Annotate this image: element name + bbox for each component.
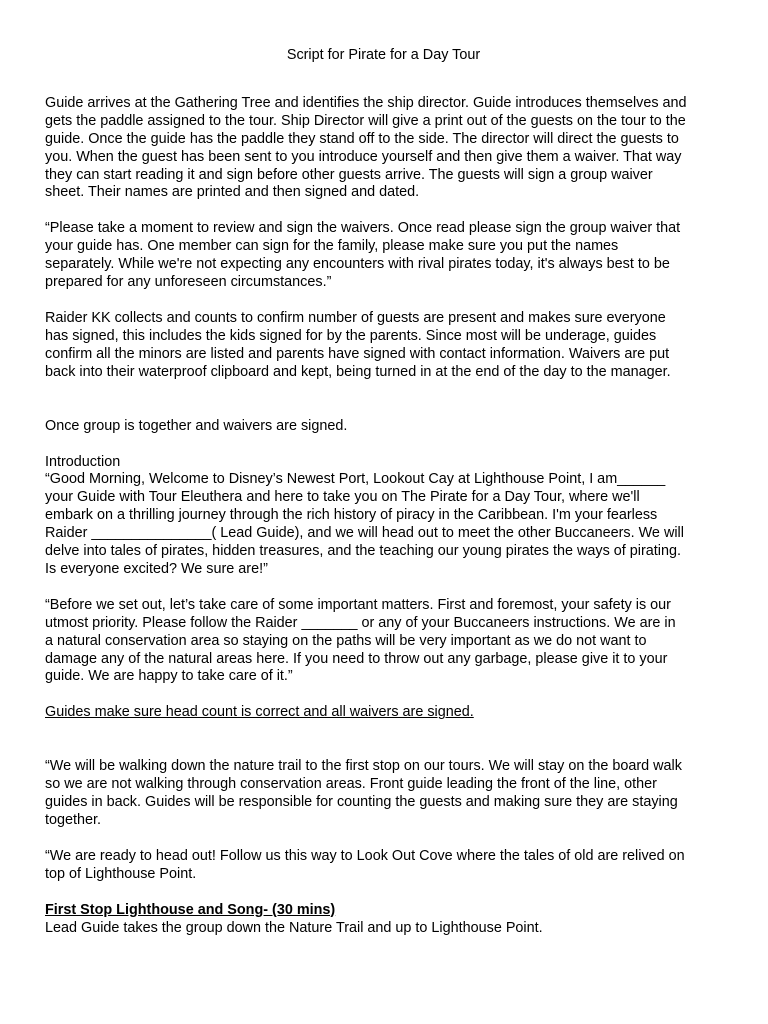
paragraph-nature-trail: “We will be walking down the nature trail to the first stop on our tours. We will stay on the board walk so we are not walking through conservation areas. Front guide leading the front of the line, other guides in back. Guides will be responsible for counting the guests and making sure they are staying together. [45,758,682,828]
paragraph-safety: “Before we set out, let’s take care of some important matters. First and foremost, your safety is our utmost priority. Please follow the Raider _______ or any of your Buccaneers instructions. We are in a natural conservation area so staying on the paths will be very important as we do not want to damage any of the natural areas here. If you need to throw out any garbage, please give it to your guide. We are happy to take care of it.” [45,596,676,685]
paragraph-head-out: “We are ready to head out! Follow us this way to Look Out Cove where the tales of old are relived on top of Lighthouse Point. [45,847,685,882]
section-heading-first-stop: First Stop Lighthouse and Song- (30 mins) [45,901,336,918]
paragraph-raider-count: Raider KK collects and counts to confirm number of guests are present and makes sure everyone has signed, this includes the kids signed for by the parents. Since most will be underage, guides confirm all the minors are listed and parents have signed with contact information. Waivers are put back into their waterproof clipboard and kept, being turned in at the end of the day to the manager. [45,309,671,380]
spacer [45,292,720,310]
spacer [45,65,720,95]
spacer [45,202,720,220]
paragraph-guide-arrival: Guide arrives at the Gathering Tree and identifies the ship director. Guide introduces themselves and gets the paddle assigned to the tour. Ship Director will give a print out of the guests on the tour to the guide. Once the guide has the paddle they stand off to the side. The director will direct the guests to you. When the guest has been sent to you introduce yourself and then give them a waiver. That way they can start reading it and sign before other guests arrive. The guests will sign a group waiver sheet. Their names are printed and then signed and dated. [45,94,687,201]
paragraph-group-together: Once group is together and waivers are signed. [45,417,348,434]
spacer [45,382,720,418]
paragraph-lead-guide: Lead Guide takes the group down the Nature Trail and up to Lighthouse Point. [45,919,543,936]
document-page [45,47,720,938]
spacer [45,686,720,704]
spacer [45,436,720,454]
spacer [45,722,720,758]
introduction-heading: Introduction [45,453,121,470]
document-title: Script for Pirate for a Day Tour [286,47,481,63]
spacer [45,884,720,902]
spacer [45,579,720,597]
spacer [45,830,720,848]
paragraph-introduction: “Good Morning, Welcome to Disney’s Newest Port, Lookout Cay at Lighthouse Point, I am______ your Guide with Tour Eleuthera and here to take you on The Pirate for a Day Tour, where we'll embark on a thrilling journey through the rich history of piracy in the Caribbean. I'm your fearless Raider _______________( Lead Guide), and we will head out to meet the other Buccaneers. We will delve into tales of pirates, hidden treasures, and the teaching our young pirates the ways of pirating. Is everyone excited? We sure are!” [45,471,684,577]
paragraph-head-count: Guides make sure head count is correct and all waivers are signed. [45,704,474,721]
paragraph-waiver-quote: “Please take a moment to review and sign the waivers. Once read please sign the group waiver that your guide has. One member can sign for the family, please make sure you put the names separately. While we're not expecting any encounters with rival pirates today, it's always best to be prepared for any unforeseen circumstances.” [45,220,681,291]
